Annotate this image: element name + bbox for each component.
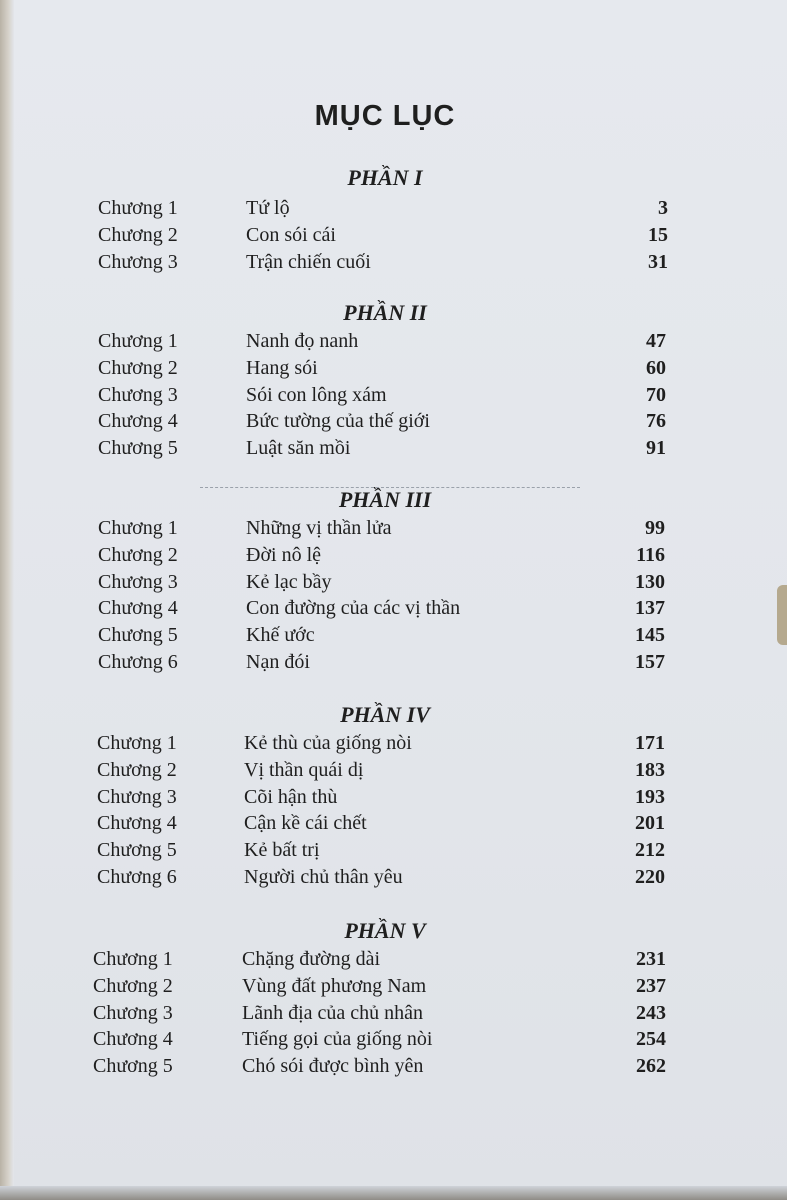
chapter-label: Chương 2	[97, 758, 177, 781]
chapter-label: Chương 1	[97, 732, 177, 754]
chapter-name: Vùng đất phương Nam	[242, 974, 427, 997]
page-number: 231	[636, 948, 666, 970]
chapter-name: Con đường của các vị thần	[246, 597, 461, 620]
page-number: 91	[646, 437, 666, 460]
page-number: 70	[646, 383, 666, 406]
toc-entry	[98, 410, 666, 436]
toc-title: MỤC LỤC	[314, 100, 456, 132]
chapter-name: Chó sói được bình yên	[242, 1055, 424, 1078]
toc-entry	[98, 384, 666, 410]
chapter-label: Chương 4	[98, 597, 178, 620]
chapter-name: Kẻ bất trị	[244, 839, 320, 862]
chapter-name: Lãnh địa của chủ nhân	[242, 1001, 424, 1024]
toc-entry	[98, 357, 666, 383]
chapter-name: Kẻ thù của giống nòi	[244, 732, 412, 754]
toc-entry	[98, 624, 665, 650]
toc-entry	[98, 544, 665, 570]
page-number: 60	[646, 356, 666, 379]
chapter-label: Chương 4	[93, 1028, 173, 1051]
toc-entry	[98, 197, 668, 223]
page-number: 254	[636, 1028, 666, 1051]
chapter-label: Chương 1	[98, 330, 178, 352]
chapter-label: Chương 3	[97, 785, 177, 808]
toc-entry	[97, 866, 665, 892]
page-number: 137	[635, 597, 665, 620]
toc-entry	[98, 597, 665, 623]
chapter-label: Chương 1	[98, 197, 178, 219]
toc-entry	[98, 224, 668, 250]
chapter-label: Chương 2	[98, 356, 178, 379]
toc-entry	[98, 571, 665, 597]
chapter-label: Chương 2	[98, 543, 178, 566]
chapter-label: Chương 5	[93, 1055, 173, 1078]
toc-entry	[98, 517, 665, 543]
chapter-label: Chương 1	[93, 948, 173, 970]
chapter-label: Chương 3	[98, 383, 178, 406]
chapter-label: Chương 5	[98, 624, 178, 647]
chapter-label: Chương 4	[98, 410, 178, 433]
chapter-name: Cõi hận thù	[244, 785, 338, 808]
page-number: 76	[646, 410, 666, 433]
chapter-name: Người chủ thân yêu	[244, 866, 403, 888]
ribbon-tab	[777, 585, 787, 645]
toc-entry	[93, 1055, 666, 1081]
part-title: PHẦN I	[347, 165, 423, 190]
toc-entry	[98, 437, 666, 463]
page-number: 99	[645, 517, 665, 539]
toc-entry	[97, 812, 665, 838]
page-number: 31	[648, 250, 668, 273]
part-title: PHẦN III	[338, 487, 432, 512]
chapter-name: Luật săn mồi	[246, 437, 351, 460]
toc-entry	[97, 839, 665, 865]
chapter-label: Chương 6	[97, 866, 177, 888]
chapter-name: Vị thần quái dị	[244, 758, 364, 781]
toc-entry	[97, 786, 665, 812]
toc-entry	[93, 975, 666, 1001]
chapter-name: Chặng đường dài	[242, 948, 381, 970]
toc-entry	[98, 251, 668, 277]
chapter-name: Những vị thần lửa	[246, 517, 392, 539]
chapter-label: Chương 3	[98, 250, 178, 273]
page-number: 15	[648, 223, 668, 246]
chapter-label: Chương 3	[98, 570, 178, 593]
chapter-name: Trận chiến cuối	[246, 250, 371, 273]
chapter-name: Kẻ lạc bầy	[246, 570, 332, 593]
chapter-label: Chương 2	[98, 223, 178, 246]
toc-entry	[93, 1002, 666, 1028]
chapter-label: Chương 1	[98, 517, 178, 539]
chapter-label: Chương 5	[98, 437, 178, 460]
page-number: 116	[636, 543, 665, 566]
part-title: PHẦN V	[344, 918, 426, 943]
toc-entry	[97, 759, 665, 785]
page-number: 183	[635, 758, 665, 781]
page-number: 171	[635, 732, 665, 754]
chapter-name: Tứ lộ	[246, 197, 290, 219]
chapter-name: Cận kề cái chết	[244, 812, 367, 835]
page-number: 47	[646, 330, 666, 352]
chapter-name: Nanh đọ nanh	[246, 330, 359, 352]
toc-entry	[98, 651, 665, 677]
page-number: 157	[635, 651, 665, 673]
toc-entry	[97, 732, 665, 758]
page-number: 220	[635, 866, 665, 888]
chapter-label: Chương 2	[93, 974, 173, 997]
chapter-label: Chương 4	[97, 812, 177, 835]
page-number: 193	[635, 785, 665, 808]
page-number: 237	[636, 974, 666, 997]
page-bottom-edge	[0, 1186, 787, 1200]
chapter-name: Hang sói	[246, 356, 318, 379]
chapter-name: Sói con lông xám	[246, 383, 387, 406]
chapter-label: Chương 5	[97, 839, 177, 862]
part-title: PHẦN IV	[340, 702, 430, 727]
chapter-name: Tiếng gọi của giống nòi	[242, 1028, 433, 1051]
chapter-name: Bức tường của thế giới	[246, 410, 430, 433]
toc-entry	[93, 948, 666, 974]
page-number: 3	[658, 197, 668, 219]
section-divider	[200, 487, 580, 488]
page-number: 212	[635, 839, 665, 862]
chapter-label: Chương 3	[93, 1001, 173, 1024]
chapter-label: Chương 6	[98, 651, 178, 673]
part-title: PHẦN II	[343, 300, 427, 325]
chapter-name: Con sói cái	[246, 223, 336, 246]
chapter-name: Khế ước	[246, 624, 315, 647]
chapter-name: Đời nô lệ	[246, 543, 322, 566]
chapter-name: Nạn đói	[246, 651, 310, 673]
page-number: 145	[635, 624, 665, 647]
page-number: 130	[635, 570, 665, 593]
toc-entry	[93, 1028, 666, 1054]
page-number: 201	[635, 812, 665, 835]
page-number: 262	[636, 1055, 666, 1078]
page-number: 243	[636, 1001, 666, 1024]
toc-entry	[98, 330, 666, 356]
